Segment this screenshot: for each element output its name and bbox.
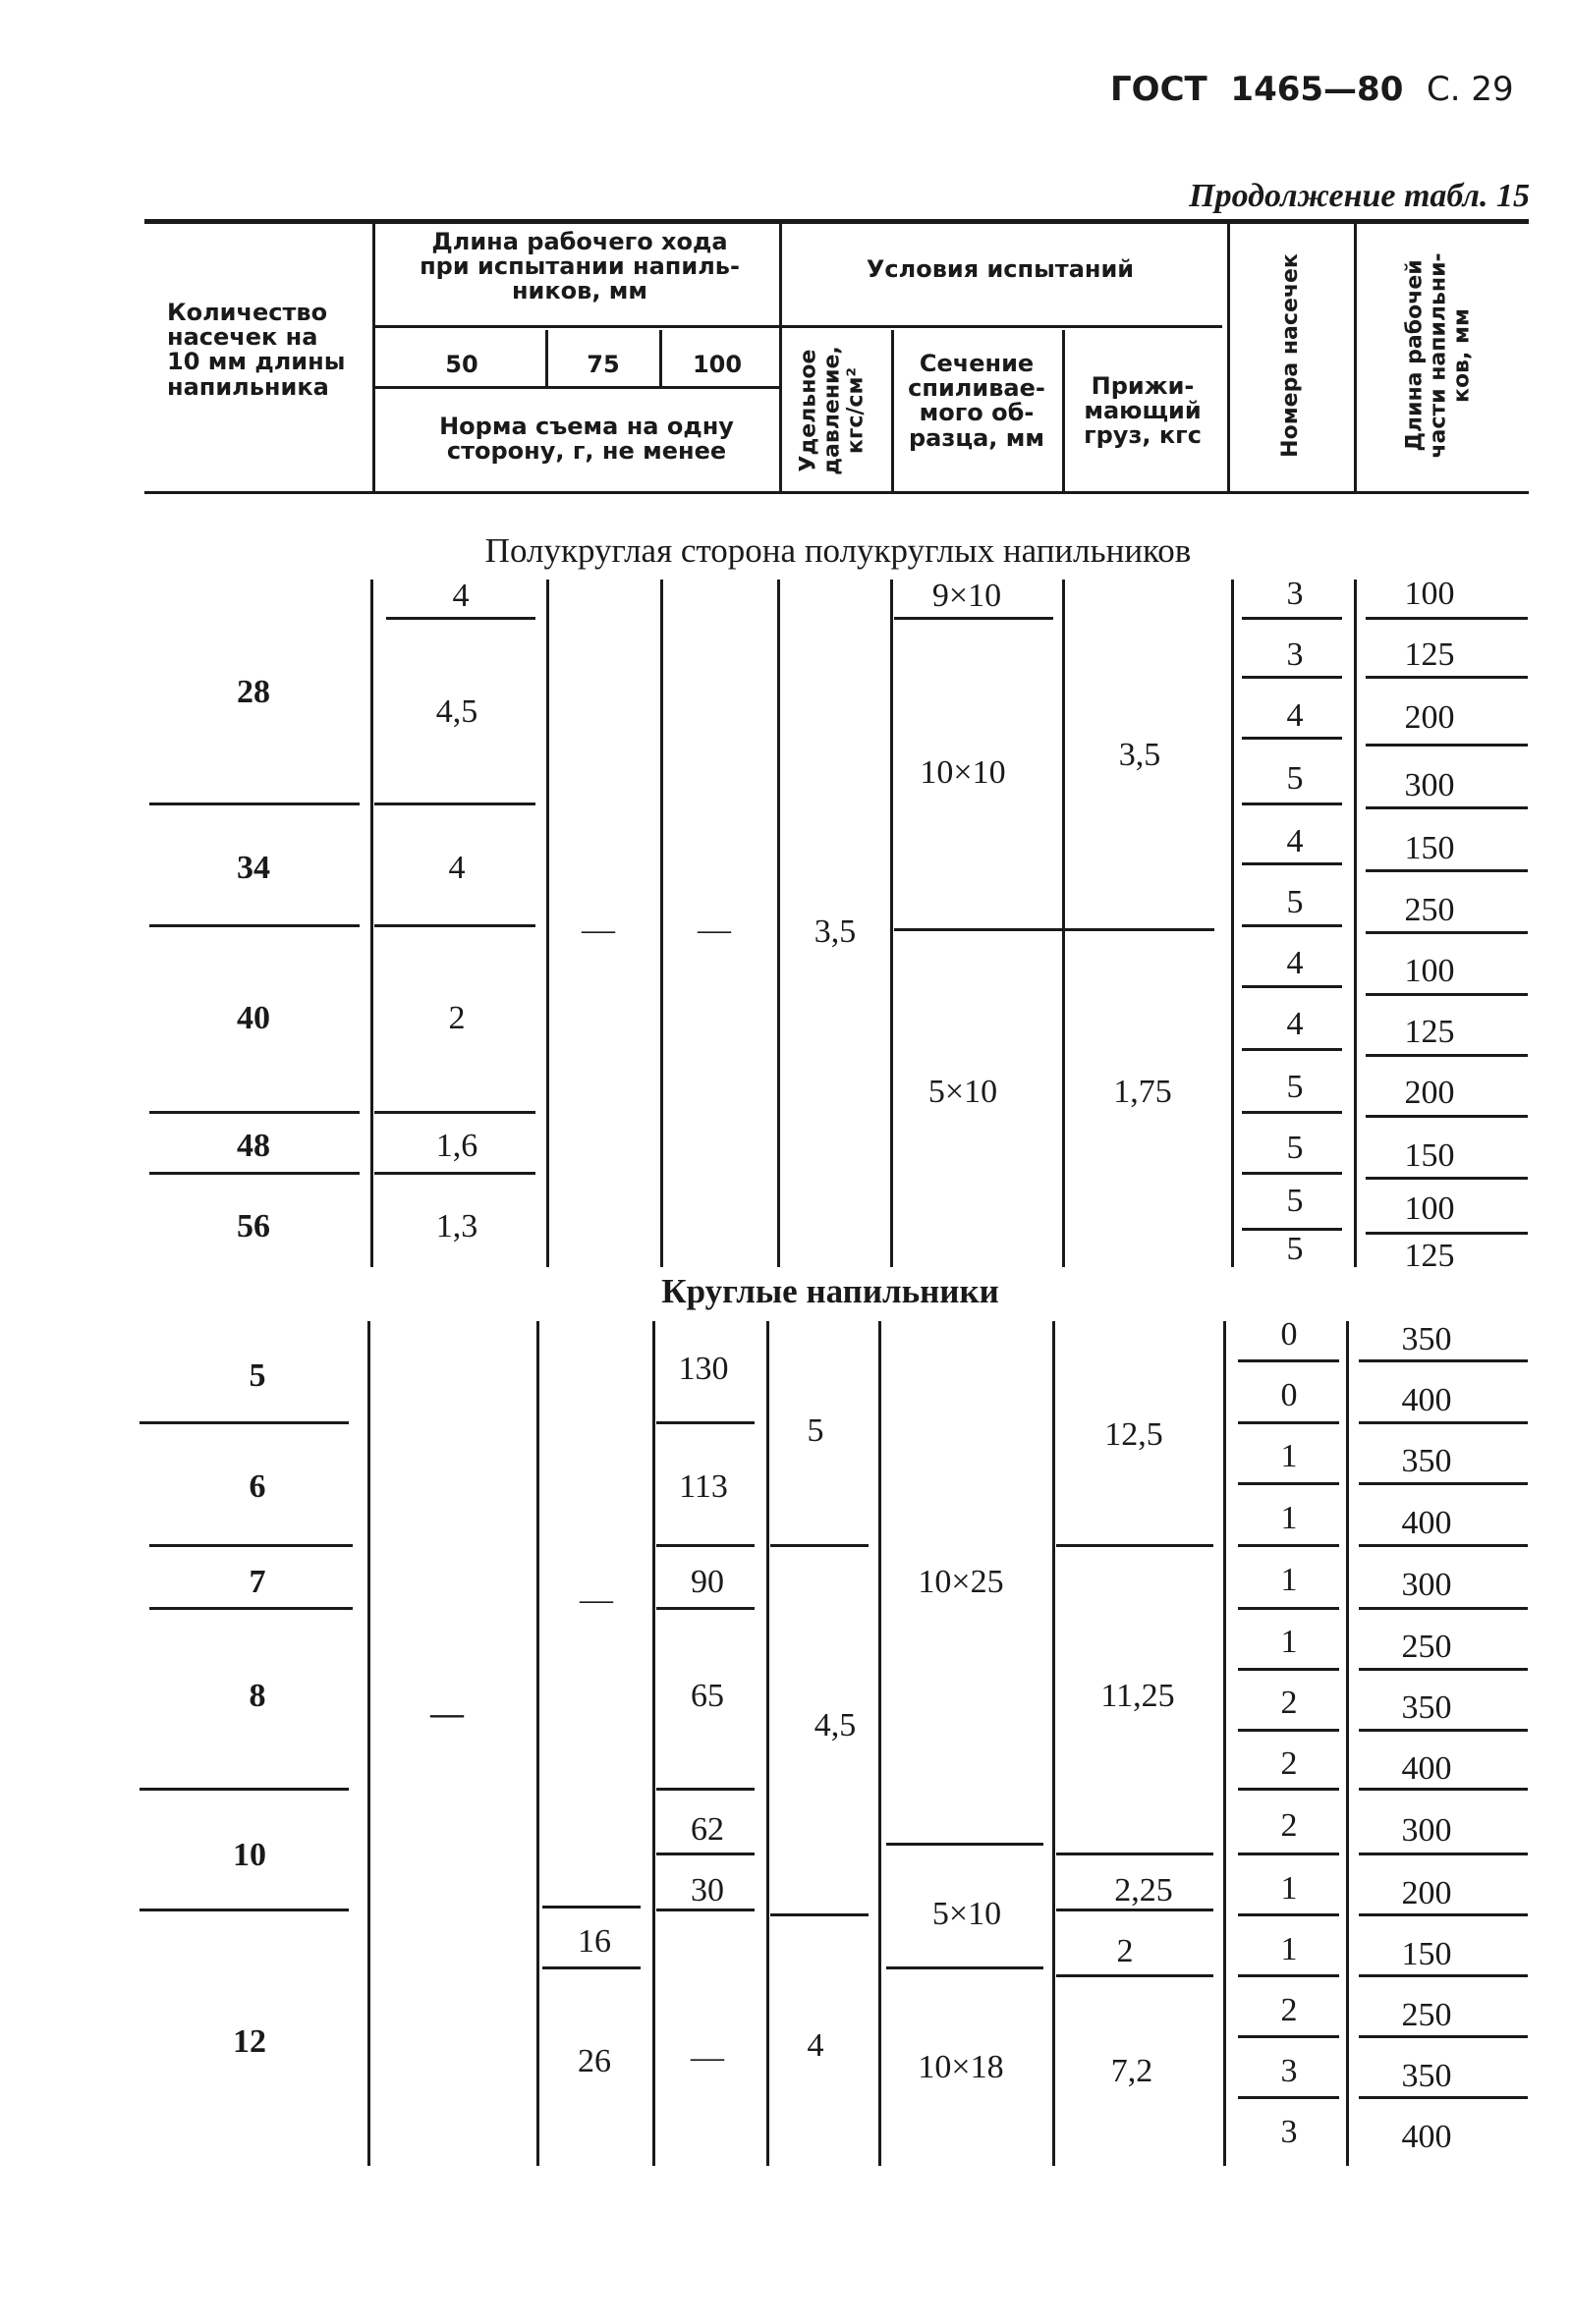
s1-vline [660, 580, 663, 1267]
s1-norm: 4 [448, 850, 466, 886]
s2-norm-100: 90 [691, 1564, 724, 1600]
s1-cut-number: 5 [1286, 1069, 1304, 1105]
s1-norm-rule [374, 802, 535, 805]
s1-section: 5×10 [927, 1074, 998, 1110]
s1-count: 40 [237, 1000, 270, 1036]
s1-vline [546, 580, 549, 1267]
s2-length-rule [1359, 1788, 1528, 1791]
s2-cut-rule [1238, 1729, 1339, 1732]
s1-length: 100 [1404, 1190, 1455, 1227]
s1-cut-number: 3 [1286, 636, 1304, 673]
header-vline [659, 330, 662, 386]
s2-length: 400 [1401, 2119, 1452, 2155]
s2-length: 250 [1401, 1997, 1452, 2033]
s1-count: 34 [237, 850, 270, 886]
header-rule [780, 325, 1222, 328]
s1-count: 28 [237, 674, 270, 710]
s2-cut-number: 0 [1280, 1316, 1298, 1353]
s1-norm-rule [374, 924, 535, 927]
s2-length: 350 [1401, 1689, 1452, 1726]
s1-count-rule [149, 1111, 360, 1114]
s1-cut-number: 5 [1286, 1183, 1304, 1219]
header-work-length: Длина рабочей части напильни- ков, мм [1402, 252, 1476, 459]
s2-cut-number: 1 [1280, 1931, 1298, 1967]
s2-length-rule [1359, 1359, 1528, 1362]
s2-load: 12,5 [1104, 1416, 1163, 1453]
s2-vline [1052, 1321, 1055, 2166]
s1-length: 200 [1404, 1075, 1455, 1111]
s2-count: 8 [249, 1678, 266, 1714]
s1-cut-rule [1242, 985, 1342, 988]
s2-norm100-rule [656, 1853, 755, 1855]
s2-length: 350 [1401, 2058, 1452, 2094]
header-norm: Норма съема на одну сторону, г, не менее [439, 413, 734, 466]
s2-count: 7 [249, 1564, 266, 1600]
header-count: Количество насечек на 10 мм длины напильника [167, 299, 346, 401]
s2-norm-75: 26 [578, 2043, 611, 2079]
s1-count-rule [149, 802, 360, 805]
s2-dash-50: — [430, 1695, 464, 1732]
s1-cut-number: 5 [1286, 1231, 1304, 1267]
s2-cut-rule [1238, 1913, 1339, 1916]
s1-vline [1062, 580, 1065, 1267]
s2-cut-number: 3 [1280, 2114, 1298, 2150]
s2-norm-100: 113 [679, 1468, 728, 1505]
s1-norm: 4,5 [435, 693, 478, 730]
s1-norm: 1,3 [435, 1208, 478, 1245]
s1-count-rule [149, 1172, 360, 1175]
s2-norm-100: 30 [691, 1872, 724, 1909]
s2-pressure-rule [770, 1544, 869, 1547]
s1-norm: 2 [448, 1000, 466, 1036]
header-load: Прижи- мающий груз, кгс [1084, 372, 1202, 450]
s2-length-rule [1359, 1913, 1528, 1916]
s1-length: 125 [1404, 1238, 1455, 1274]
s1-cut-rule [1242, 737, 1342, 740]
s2-norm100-rule [656, 1788, 755, 1791]
header-stroke-75: 75 [587, 351, 620, 378]
s2-length: 200 [1401, 1875, 1452, 1911]
s2-count: 10 [233, 1837, 266, 1873]
s2-count-rule [140, 1788, 349, 1791]
s2-cut-rule [1238, 2035, 1339, 2038]
s2-norm-100: 62 [691, 1811, 724, 1848]
s2-load-rule [1056, 1544, 1213, 1547]
s2-norm75-rule [542, 1906, 641, 1909]
s1-cut-number: 4 [1286, 945, 1304, 981]
s2-count-rule [140, 1421, 349, 1424]
page-number: С. 29 [1427, 70, 1514, 109]
s2-length: 300 [1401, 1567, 1452, 1603]
s2-section: 10×25 [918, 1564, 1004, 1600]
s1-length-rule [1366, 744, 1528, 747]
s2-cut-rule [1238, 1668, 1339, 1671]
table-top-rule [144, 219, 1529, 224]
s1-length-rule [1366, 931, 1528, 934]
s2-length-rule [1359, 1668, 1528, 1671]
s2-cut-number: 2 [1280, 1807, 1298, 1844]
s2-cut-number: 1 [1280, 1438, 1298, 1474]
s2-section-rule [886, 1843, 1043, 1846]
s2-count-rule [149, 1544, 353, 1547]
s1-length: 125 [1404, 636, 1455, 673]
header-rule [373, 386, 780, 389]
s2-norm-100: 130 [678, 1351, 729, 1387]
standard-number: 1465—80 [1230, 70, 1404, 109]
s2-pressure: 5 [807, 1412, 824, 1449]
s2-vline [652, 1321, 655, 2166]
s2-cut-rule [1238, 1544, 1339, 1547]
s2-length-rule [1359, 1607, 1528, 1610]
s1-cut-number: 5 [1286, 1130, 1304, 1166]
s2-cut-rule [1238, 2096, 1339, 2099]
s2-length: 250 [1401, 1629, 1452, 1665]
s1-cut-number: 4 [1286, 697, 1304, 734]
s1-length-rule [1366, 869, 1528, 872]
s2-cut-number: 0 [1280, 1377, 1298, 1413]
s2-pressure: 4,5 [814, 1707, 857, 1743]
s2-load: 11,25 [1100, 1678, 1175, 1714]
s1-cut-rule [1242, 862, 1342, 865]
s1-cut-rule [1242, 1111, 1342, 1114]
header-bottom-rule [144, 491, 1529, 494]
s1-cut-number: 4 [1286, 823, 1304, 859]
section2-title: Круглые напильники [661, 1272, 999, 1310]
s2-count-rule [140, 1909, 349, 1911]
s2-length-rule [1359, 1729, 1528, 1732]
s2-count: 5 [249, 1357, 266, 1394]
s1-vline [777, 580, 780, 1267]
s1-cut-rule [1242, 676, 1342, 679]
s2-norm100-rule [656, 1607, 755, 1610]
s2-cut-rule [1238, 1853, 1339, 1855]
s1-vline [1231, 580, 1234, 1267]
header-vline [1062, 330, 1065, 491]
s2-length-rule [1359, 2035, 1528, 2038]
s2-cut-number: 2 [1280, 1992, 1298, 2028]
s1-cut-number: 5 [1286, 884, 1304, 920]
s1-length-rule [1366, 1115, 1528, 1118]
s2-length-rule [1359, 1544, 1528, 1547]
s1-norm: 4 [452, 578, 470, 614]
header-vline [891, 330, 894, 491]
s1-count-rule [149, 924, 360, 927]
s1-load: 1,75 [1113, 1074, 1172, 1110]
s1-length-rule [1366, 806, 1528, 809]
s2-length: 400 [1401, 1382, 1452, 1418]
s1-section-rule [894, 617, 1053, 620]
s1-cut-number: 4 [1286, 1006, 1304, 1042]
s2-load-rule [1056, 1974, 1213, 1977]
s2-vline [766, 1321, 769, 2166]
s2-load: 7,2 [1110, 2053, 1153, 2089]
s2-load: 2,25 [1114, 1872, 1173, 1909]
s2-length-rule [1359, 2096, 1528, 2099]
s2-pressure-rule [770, 1913, 869, 1916]
s2-length: 350 [1401, 1321, 1452, 1357]
s2-section-rule [886, 1966, 1043, 1969]
s1-vline [370, 580, 373, 1267]
header-vline [372, 224, 375, 491]
s1-length: 100 [1404, 576, 1455, 612]
s2-cut-number: 3 [1280, 2053, 1298, 2089]
s1-length: 150 [1404, 830, 1455, 866]
s2-count: 12 [233, 2023, 266, 2060]
s2-length: 400 [1401, 1750, 1452, 1787]
standard-label: ГОСТ [1110, 70, 1207, 109]
header-rule [373, 325, 780, 328]
header-vline [1227, 224, 1230, 491]
s1-cut-rule [1242, 802, 1342, 805]
s2-count-rule [149, 1607, 353, 1610]
header-stroke-100: 100 [692, 351, 743, 378]
header-vline [545, 330, 548, 386]
section1-title: Полукруглая сторона полукруглых напильников [484, 531, 1192, 570]
s2-count: 6 [249, 1468, 266, 1505]
s1-vline [1354, 580, 1357, 1267]
s2-length-rule [1359, 1482, 1528, 1485]
header-conditions: Условия испытаний [866, 255, 1135, 283]
s1-norm-rule [374, 1172, 535, 1175]
s1-load: 3,5 [1118, 737, 1161, 773]
s2-length: 150 [1401, 1936, 1452, 1972]
s2-length: 400 [1401, 1505, 1452, 1541]
header-pressure: Удельное давление, кгс/см² [796, 346, 870, 475]
s1-length: 250 [1404, 892, 1455, 928]
s2-vline [536, 1321, 539, 2166]
s2-cut-number: 1 [1280, 1562, 1298, 1598]
s2-pressure: 4 [807, 2027, 824, 2064]
s2-norm100-rule [656, 1544, 755, 1547]
s1-norm-rule [374, 1111, 535, 1114]
s1-length-rule [1366, 1232, 1528, 1235]
header-vline [779, 224, 782, 491]
s1-length-rule [1366, 1054, 1528, 1057]
s1-count: 48 [237, 1128, 270, 1164]
s2-cut-number: 1 [1280, 1870, 1298, 1907]
s2-length: 300 [1401, 1812, 1452, 1849]
s1-vline [890, 580, 893, 1267]
s2-norm100-rule [656, 1421, 755, 1424]
continuation-label: Продолжение табл. 15 [1189, 178, 1530, 214]
s2-cut-number: 2 [1280, 1745, 1298, 1782]
s1-length-rule [1366, 617, 1528, 620]
s1-cut-rule [1242, 924, 1342, 927]
s1-length: 300 [1404, 767, 1455, 803]
s2-norm-100: — [691, 2039, 724, 2075]
header-stroke-group: Длина рабочего хода при испытании напиль- ников, мм [420, 228, 740, 305]
s2-cut-rule [1238, 1974, 1339, 1977]
s2-vline [878, 1321, 881, 2166]
s2-length-rule [1359, 1974, 1528, 1977]
header-stroke-50: 50 [445, 351, 478, 378]
s2-norm75-rule [542, 1966, 641, 1969]
s1-count: 56 [237, 1208, 270, 1245]
s1-length-rule [1366, 993, 1528, 996]
header-vline [1354, 224, 1357, 491]
s1-section: 10×10 [920, 754, 1006, 791]
s1-cut-number: 5 [1286, 760, 1304, 797]
s1-cut-rule [1242, 1172, 1342, 1175]
s2-load-rule [1056, 1853, 1213, 1855]
s2-load: 2 [1116, 1933, 1134, 1969]
s2-cut-rule [1238, 1607, 1339, 1610]
s2-load-rule [1056, 1909, 1213, 1911]
s2-cut-number: 2 [1280, 1685, 1298, 1721]
s2-length-rule [1359, 1421, 1528, 1424]
s1-length: 200 [1404, 699, 1455, 736]
s2-vline [367, 1321, 370, 2166]
s1-section: 9×10 [931, 578, 1002, 614]
s1-cut-rule [1242, 1048, 1342, 1051]
s2-cut-rule [1238, 1421, 1339, 1424]
s2-dash-75: — [580, 1581, 613, 1618]
s1-dash-100: — [698, 912, 731, 948]
s1-length-rule [1366, 676, 1528, 679]
s2-norm-75: 16 [578, 1923, 611, 1960]
s2-cut-number: 1 [1280, 1500, 1298, 1536]
s2-cut-rule [1238, 1788, 1339, 1791]
s2-vline [1346, 1321, 1349, 2166]
s1-pressure: 3,5 [814, 913, 857, 950]
s1-section-rule [894, 928, 1214, 931]
s1-norm-rule [386, 617, 535, 620]
s2-length-rule [1359, 1853, 1528, 1855]
s1-cut-number: 3 [1286, 576, 1304, 612]
s1-length: 100 [1404, 953, 1455, 989]
s1-length: 125 [1404, 1014, 1455, 1050]
s2-norm-100: 65 [691, 1678, 724, 1714]
s2-cut-rule [1238, 1482, 1339, 1485]
s2-section: 10×18 [918, 2049, 1004, 2085]
s1-dash-75: — [582, 912, 615, 948]
s2-cut-rule [1238, 1359, 1339, 1362]
s1-length-rule [1366, 1177, 1528, 1180]
s2-norm100-rule [656, 1909, 755, 1911]
s2-section: 5×10 [931, 1896, 1002, 1932]
s1-cut-rule [1242, 617, 1342, 620]
s1-length: 150 [1404, 1137, 1455, 1174]
header-cut-numbers: Номера насечек [1277, 253, 1303, 458]
s2-cut-number: 1 [1280, 1624, 1298, 1660]
page-header [1110, 70, 1514, 109]
s1-norm: 1,6 [435, 1128, 478, 1164]
s2-vline [1223, 1321, 1226, 2166]
s2-length: 350 [1401, 1443, 1452, 1479]
header-section: Сечение спиливае- мого об- разца, мм [908, 350, 1045, 452]
